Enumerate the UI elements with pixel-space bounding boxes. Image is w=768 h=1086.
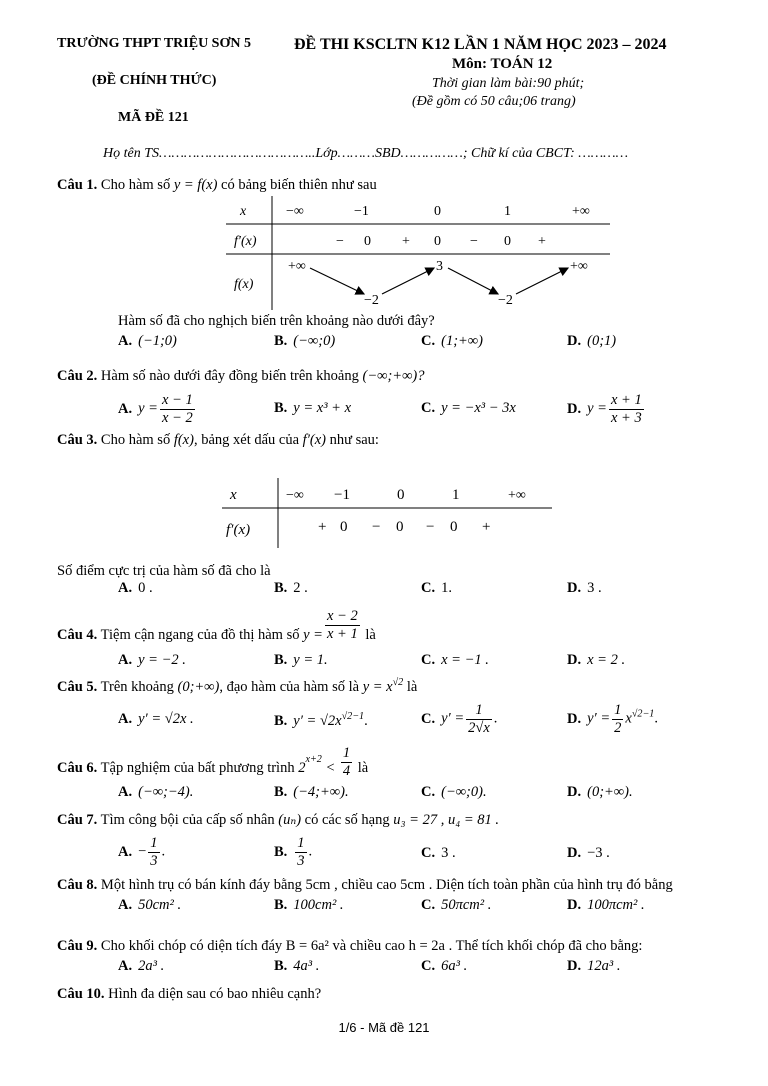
table-cell: 0 — [364, 234, 371, 249]
table-cell: −1 — [354, 204, 369, 219]
variation-table — [226, 196, 610, 310]
arrow-down — [448, 268, 498, 294]
option-c[interactable]: C. y′ = $\frac{1}{2√x}$ . — [421, 702, 498, 736]
table-cell: +∞ — [570, 259, 588, 274]
option-b[interactable]: B. y = 1. — [274, 652, 328, 668]
exam-title: ĐỀ THI KSCLTN K12 LẦN 1 NĂM HỌC 2023 – 2024 — [294, 36, 667, 53]
table-cell: −2 — [498, 293, 513, 308]
table-cell: −∞ — [286, 488, 304, 503]
table-cell: − — [336, 234, 344, 249]
arrow-down — [310, 268, 364, 294]
option-a[interactable]: A. 2a³ . — [118, 958, 165, 974]
table-cell: −∞ — [286, 204, 304, 219]
option-b[interactable]: B. $\frac{1}{3}$ . — [274, 835, 313, 869]
table-cell: 0 — [434, 204, 441, 219]
arrow-up — [382, 268, 434, 294]
question-5: Câu 5. Trên khoảng (0;+∞), đạo hàm của hàm số là $y = x^{√2}$ là — [57, 677, 418, 695]
table-cell: +∞ — [572, 204, 590, 219]
option-c[interactable]: C. 1. — [421, 580, 452, 596]
table-cell: 3 — [436, 259, 443, 274]
option-b[interactable]: B. (−4;+∞). — [274, 784, 349, 800]
table-cell: 0 — [397, 487, 405, 503]
option-b[interactable]: B. (−∞;0) — [274, 333, 336, 349]
table-cell: 0 — [450, 519, 458, 535]
option-a[interactable]: A. (−1;0) — [118, 333, 177, 349]
option-d[interactable]: D. x = 2 . — [567, 652, 626, 668]
question-label: Câu 1. — [57, 177, 98, 193]
option-c[interactable]: C. (−∞;0). — [421, 784, 487, 800]
question-8: Câu 8. Một hình trụ có bán kính đáy bằng 5cm , chiều cao 5cm . Diện tích toàn phần của hình trụ đó bằng — [57, 877, 673, 893]
subject: Môn: TOÁN 12 — [452, 56, 553, 72]
option-d[interactable]: D. (0;1) — [567, 333, 617, 349]
question-4: Câu 4. Tiệm cận ngang của đồ thị hàm số y = $\frac{x - 2}{x + 1}$ là — [57, 608, 376, 643]
option-a[interactable]: A. 0 . — [118, 580, 153, 596]
table-cell: 1 — [452, 487, 460, 503]
question-text: có bảng biến thiên như sau — [221, 177, 377, 193]
question-9: Câu 9. Cho khối chóp có diện tích đáy B = 6a² và chiều cao h = 2a . Thể tích khối chóp đã cho bằng: — [57, 938, 643, 954]
table-cell: + — [318, 519, 327, 535]
option-c[interactable]: C. 6a³ . — [421, 958, 468, 974]
question-3: Câu 3. Cho hàm số f(x), bảng xét dấu của f′(x) như sau: — [57, 432, 379, 448]
table-cell: − — [470, 234, 478, 249]
table-cell: + — [402, 234, 410, 249]
arrow-up — [516, 268, 568, 294]
question-text: Cho hàm số — [100, 177, 171, 193]
option-d[interactable]: D. y′ = $\frac{1}{2}$ $x^{√2-1}$. — [567, 702, 658, 736]
option-d[interactable]: D. 12a³ . — [567, 958, 621, 974]
pages-note: (Đề gồm có 50 câu;06 trang) — [412, 94, 576, 109]
table-cell: f′(x) — [226, 522, 251, 538]
option-d[interactable]: D. (0;+∞). — [567, 784, 633, 800]
school-name: TRƯỜNG THPT TRIỆU SƠN 5 — [57, 36, 251, 51]
question-1 — [57, 177, 377, 194]
question-10: Câu 10. Hình đa diện sau có bao nhiêu cạnh? — [57, 986, 322, 1002]
option-d[interactable]: D. y = $\frac{x + 1}{x + 3}$ — [567, 392, 642, 426]
option-a[interactable]: A. y = −2 . — [118, 652, 186, 668]
option-b[interactable]: B. $y' = √2x^{√2-1}$. — [274, 711, 368, 729]
exam-code: MÃ ĐỀ 121 — [118, 110, 189, 125]
option-c[interactable]: C. 3 . — [421, 845, 456, 861]
question-6: Câu 6. Tập nghiệm của bất phương trình $2^{x+2}$ < $\frac{1}{4}$ là — [57, 745, 369, 779]
table-cell: +∞ — [288, 259, 306, 274]
option-d[interactable]: D. 100πcm² . — [567, 897, 645, 913]
option-a[interactable]: A. − $\frac{1}{3}$ . — [118, 835, 166, 869]
student-info-line: Họ tên TS………………………………..Lớp………SBD……………; Chữ kí của CBCT: ………… — [103, 146, 629, 161]
table-cell: 0 — [504, 234, 511, 249]
page-footer: 1/6 - Mã đề 121 — [338, 1020, 430, 1035]
option-b[interactable]: B. 4a³ . — [274, 958, 320, 974]
official-label: (ĐỀ CHÍNH THỨC) — [92, 73, 217, 88]
option-a[interactable]: A. 50cm² . — [118, 897, 182, 913]
option-c[interactable]: C. x = −1 . — [421, 652, 489, 668]
option-a[interactable]: A. y′ = √2x . — [118, 711, 194, 727]
question-2: Câu 2. Hàm số nào dưới đây đồng biến trên khoảng (−∞;+∞)? — [57, 368, 425, 384]
math-expr: y = f(x) — [173, 177, 218, 193]
option-c[interactable]: C. (1;+∞) — [421, 333, 483, 349]
table-cell: −2 — [364, 293, 379, 308]
table-cell: + — [482, 519, 491, 535]
table-cell: 0 — [434, 234, 441, 249]
table-cell: 0 — [396, 519, 404, 535]
duration: Thời gian làm bài:90 phút; — [432, 76, 585, 91]
table-cell: x — [230, 487, 237, 503]
option-d[interactable]: D. −3 . — [567, 845, 610, 861]
table-cell: − — [372, 519, 381, 535]
question-7: Câu 7. Tìm công bội của cấp số nhân (uₙ) có các số hạng u₃ = 27 , u₄ = 81 . — [57, 812, 500, 828]
option-d[interactable]: D. 3 . — [567, 580, 602, 596]
question-1-prompt: Hàm số đã cho nghịch biến trên khoảng nào dưới đây? — [118, 313, 435, 329]
table-cell: −1 — [334, 487, 350, 503]
option-b[interactable]: B. y = x³ + x — [274, 400, 352, 416]
sign-table — [222, 478, 552, 548]
table-cell: x — [240, 204, 247, 219]
table-cell: f′(x) — [234, 234, 257, 249]
option-b[interactable]: B. 2 . — [274, 580, 308, 596]
table-cell: 1 — [504, 204, 511, 219]
table-cell: +∞ — [508, 488, 526, 503]
option-c[interactable]: C. 50πcm² . — [421, 897, 492, 913]
option-a[interactable]: A. (−∞;−4). — [118, 784, 194, 800]
question-3-prompt: Số điểm cực trị của hàm số đã cho là — [57, 563, 271, 579]
table-cell: − — [426, 519, 435, 535]
table-cell: f(x) — [234, 277, 254, 292]
option-c[interactable]: C. y = −x³ − 3x — [421, 400, 516, 416]
table-cell: + — [538, 234, 546, 249]
option-a[interactable]: A. y = $\frac{x - 1}{x - 2}$ — [118, 392, 193, 426]
table-cell: 0 — [340, 519, 348, 535]
option-b[interactable]: B. 100cm² . — [274, 897, 344, 913]
